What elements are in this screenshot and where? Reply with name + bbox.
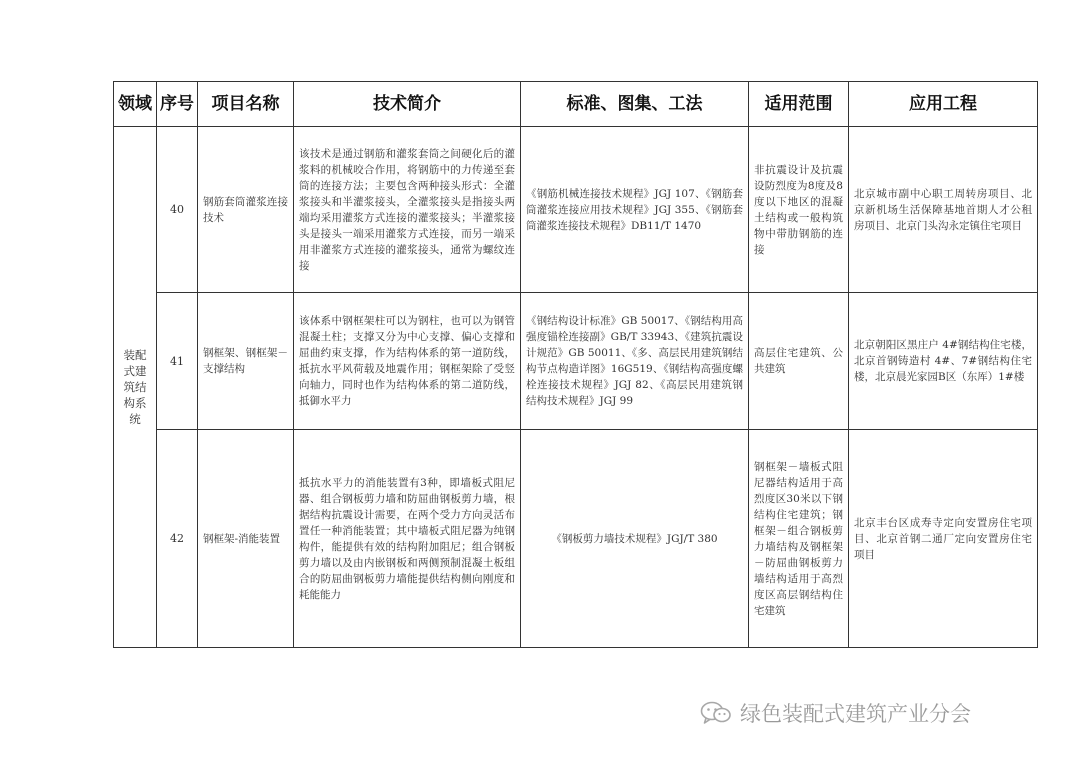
- row-seq: 42: [157, 430, 198, 648]
- row-projects-cell: [849, 127, 1038, 293]
- row-scope-cell: [749, 293, 849, 430]
- row-projects-cell: [849, 430, 1038, 648]
- row-standards-cell: [521, 430, 749, 648]
- header-tech: 技术简介: [294, 82, 521, 127]
- table-row: [114, 293, 1038, 430]
- header-standards: 标准、图集、工法: [521, 82, 749, 127]
- header-domain: 领域: [114, 82, 157, 127]
- table-row: [114, 127, 1038, 293]
- row-tech-cell: [294, 293, 521, 430]
- row-tech: 该技术是通过钢筋和灌浆套筒之间硬化后的灌浆料的机械咬合作用，将钢筋中的力传递至套筒的连接方法；主要包含两种接头形式：全灌浆接头和半灌浆接头，全灌浆接头是指接头两端均采用灌浆方式连接的灌浆接头；半灌浆接头是接头一端采用灌浆方式连接，而另一端采用非灌浆方式连接的灌浆接头，通常为螺纹连接: [299, 147, 515, 272]
- row-projects: 北京丰台区成寿寺定向安置房住宅项目、北京首钢二通厂定向安置房住宅项目: [854, 516, 1032, 561]
- watermark: [700, 698, 971, 728]
- row-standards-cell: [521, 293, 749, 430]
- row-name: 钢筋套筒灌浆连接技术: [203, 195, 288, 224]
- domain-label: 装配式建筑结构系统: [123, 348, 147, 426]
- header-projects: 应用工程: [849, 82, 1038, 127]
- row-name: 钢框架-消能装置: [203, 532, 281, 545]
- header-seq: 序号: [157, 82, 198, 127]
- row-projects: 北京城市副中心职工周转房项目、北京新机场生活保障基地首期人才公租房项目、北京门头沟永定镇住宅项目: [854, 187, 1032, 232]
- domain-cell: [114, 127, 157, 648]
- standards-table: [113, 81, 1038, 648]
- row-standards: 《钢板剪力墙技术规程》JGJ/T 380: [551, 532, 718, 545]
- row-standards-cell: [521, 127, 749, 293]
- row-tech-cell: [294, 127, 521, 293]
- row-seq: 40: [157, 127, 198, 293]
- row-name-cell: [198, 127, 294, 293]
- watermark-text: 绿色装配式建筑产业分会: [740, 702, 971, 726]
- header-name: 项目名称: [198, 82, 294, 127]
- header-row: [114, 82, 1038, 127]
- row-tech-cell: [294, 430, 521, 648]
- header-scope: 适用范围: [749, 82, 849, 127]
- row-standards: 《钢结构设计标准》GB 50017、《钢结构用高强度锚栓连接副》GB/T 33943、《建筑抗震设计规范》GB 50011、《多、高层民用建筑钢结构节点构造详图》16G519、《钢结构高强度螺栓连接技术规程》JGJ 82、《高层民用建筑钢结构技术规程》JGJ 99: [526, 315, 743, 407]
- row-projects-cell: [849, 293, 1038, 430]
- row-scope: 高层住宅建筑、公共建筑: [754, 347, 843, 375]
- row-tech: 抵抗水平力的消能装置有3种，即墙板式阻尼器、组合钢板剪力墙和防屈曲钢板剪力墙，根据结构抗震设计需要，在两个受力方向灵活布置任一种消能装置；其中墙板式阻尼器为纯钢构件，能提供有效的结构附加阻尼；组合钢板剪力墙以及由内嵌钢板和两侧预制混凝土板组合的防屈曲钢板剪力墙能提供结构侧向刚度和耗能能力: [299, 476, 515, 601]
- row-seq: 41: [157, 293, 198, 430]
- row-projects: 北京朝阳区黑庄户 4#钢结构住宅楼，北京首钢铸造村 4#、7#钢结构住宅楼，北京晨光家园B区（东厍）1#楼: [854, 339, 1032, 383]
- row-name-cell: [198, 430, 294, 648]
- table-row: [114, 430, 1038, 648]
- wechat-icon: [700, 700, 732, 726]
- row-name-cell: [198, 293, 294, 430]
- row-scope-cell: [749, 127, 849, 293]
- row-tech: 该体系中钢框架柱可以为钢柱，也可以为钢管混凝土柱；支撑又分为中心支撑、偏心支撑和屈曲约束支撑，作为结构体系的第一道防线，抵抗水平风荷载及地震作用；钢框架除了受竖向轴力，同时也作为结构体系的第二道防线，抵御水平力: [299, 315, 515, 407]
- row-standards: 《钢筋机械连接技术规程》JGJ 107、《钢筋套筒灌浆连接应用技术规程》JGJ 355、《钢筋套筒灌浆连接技术规程》DB11/T 1470: [526, 187, 743, 232]
- row-scope: 钢框架－墙板式阻尼器结构适用于高烈度区30米以下钢结构住宅建筑；钢框架－组合钢板剪力墙结构及钢框架－防屈曲钢板剪力墙结构适用于高烈度区高层钢结构住宅建筑: [754, 460, 843, 617]
- row-name: 钢框架、钢框架－支撑结构: [203, 347, 288, 375]
- row-scope: 非抗震设计及抗震设防烈度为8度及8度以下地区的混凝土结构或一般构筑物中带肋钢筋的连接: [754, 163, 843, 256]
- row-scope-cell: [749, 430, 849, 648]
